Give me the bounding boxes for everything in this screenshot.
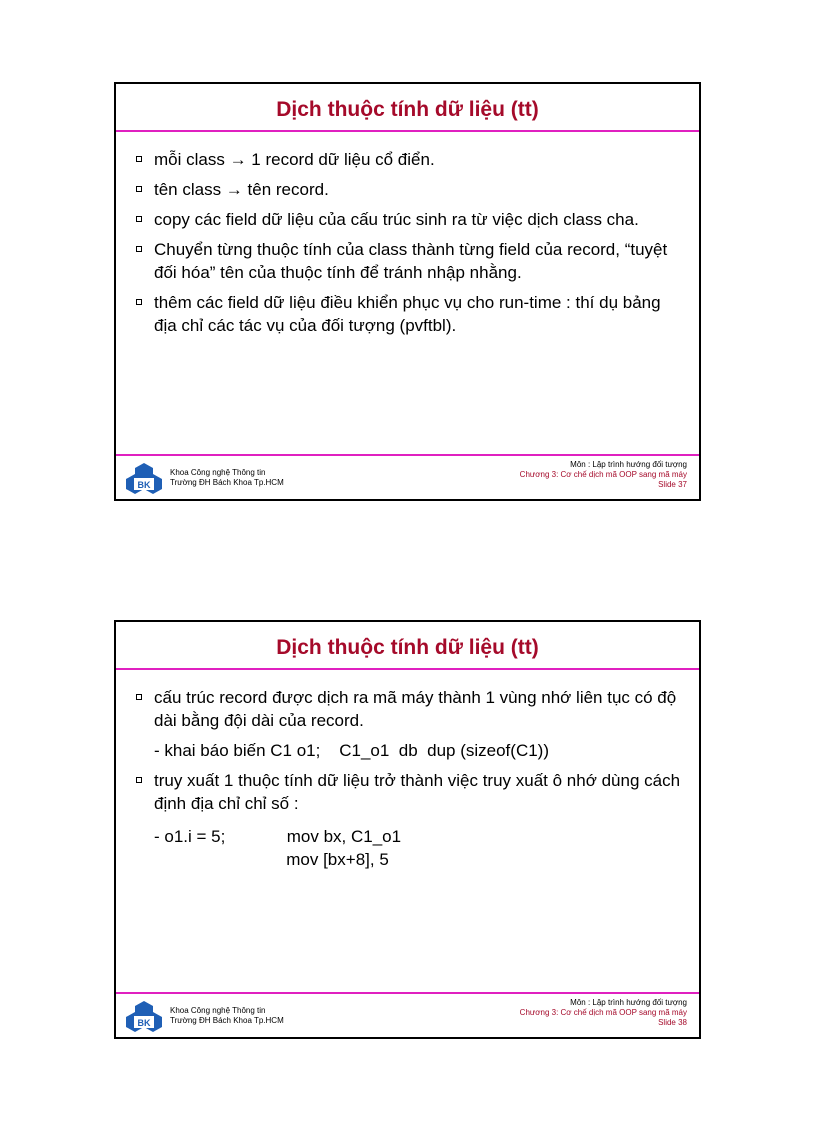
slide-number: Slide 38: [658, 1018, 687, 1027]
footer-course-info: [520, 998, 687, 1028]
slide-38: [114, 620, 701, 1039]
square-bullet-icon: [136, 299, 142, 305]
square-bullet-icon: [136, 694, 142, 700]
bullet-item: truy xuất 1 thuộc tính dữ liệu trở thành việc truy xuất ô nhớ dùng cách định địa chỉ chỉ số :: [132, 769, 687, 815]
footer-divider: [116, 454, 699, 456]
bullet-item: thêm các field dữ liệu điều khiển phục vụ cho run-time : thí dụ bảng địa chỉ các tác vụ của đối tượng (pvftbl).: [132, 291, 687, 337]
bullet-item: mỗi class → 1 record dữ liệu cổ điển.: [132, 148, 687, 171]
footer-divider: [116, 992, 699, 994]
bullet-item: cấu trúc record được dịch ra mã máy thành 1 vùng nhớ liên tục có độ dài bằng đội dài của record.: [132, 686, 687, 732]
chapter-name: Chương 3: Cơ chế dịch mã OOP sang mã máy: [519, 1008, 687, 1017]
footer-course-info: [520, 460, 687, 490]
slide-title: Dịch thuộc tính dữ liệu (tt): [276, 636, 539, 659]
course-name: Môn : Lập trình hướng đối tượng: [570, 998, 687, 1007]
bullet-item: copy các field dữ liệu của cấu trúc sinh ra từ việc dịch class cha.: [132, 208, 687, 231]
square-bullet-icon: [136, 777, 142, 783]
slide-number: Slide 37: [658, 480, 687, 489]
faculty-name: Khoa Công nghệ Thông tin: [170, 1006, 266, 1015]
title-divider: [116, 668, 699, 670]
course-name: Môn : Lập trình hướng đối tượng: [570, 460, 687, 469]
chapter-name: Chương 3: Cơ chế dịch mã OOP sang mã máy: [519, 470, 687, 479]
slide-title: Dịch thuộc tính dữ liệu (tt): [276, 98, 539, 121]
university-name: Trường ĐH Bách Khoa Tp.HCM: [170, 478, 284, 487]
title-divider: [116, 130, 699, 132]
square-bullet-icon: [136, 246, 142, 252]
footer-institution: [126, 462, 386, 496]
square-bullet-icon: [136, 186, 142, 192]
square-bullet-icon: [136, 216, 142, 222]
footer-institution: [126, 1000, 386, 1034]
university-name: Trường ĐH Bách Khoa Tp.HCM: [170, 1016, 284, 1025]
code-line: mov [bx+8], 5: [154, 850, 389, 869]
svg-text:BK: BK: [137, 1018, 151, 1028]
slide-content: [132, 148, 687, 344]
slide-content: [132, 686, 687, 871]
faculty-name: Khoa Công nghệ Thông tin: [170, 468, 266, 477]
bullet-item: Chuyển từng thuộc tính của class thành từng field của record, “tuyệt đối hóa” tên của thuộc tính để tránh nhập nhằng.: [132, 238, 687, 284]
svg-text:BK: BK: [137, 480, 151, 490]
bullet-item: tên class → tên record.: [132, 178, 687, 201]
declaration-example: - khai báo biến C1 o1; C1_o1 db dup (sizeof(C1)): [154, 741, 549, 760]
bk-logo-icon: [126, 1000, 162, 1034]
slide-37: [114, 82, 701, 501]
bk-logo-icon: [126, 462, 162, 496]
code-line: - o1.i = 5; mov bx, C1_o1: [154, 827, 402, 846]
square-bullet-icon: [136, 156, 142, 162]
